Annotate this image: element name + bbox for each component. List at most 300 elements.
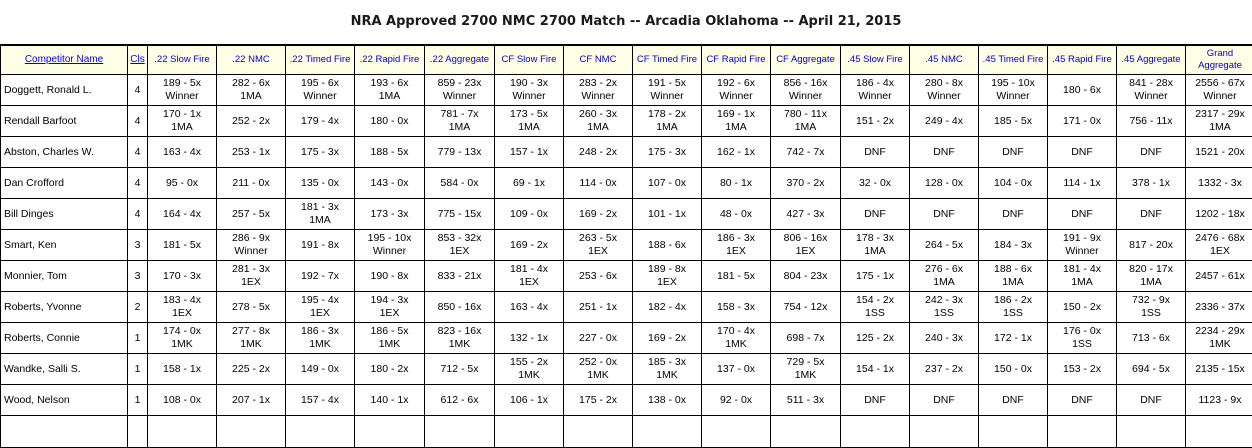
score-award: 1MK [725,338,747,350]
score-value: 775 - 15x [437,207,482,220]
score-value: 260 - 3x [579,108,617,120]
score-value: 188 - 6x [994,263,1032,275]
score-value: 281 - 3x [232,263,270,275]
score-value: 32 - 0x [858,176,892,189]
score-cell [286,137,355,168]
score-value: 175 - 2x [579,393,617,406]
score-cell [286,385,355,416]
score-value: DNF [1002,145,1024,158]
score-award: Winner [581,90,615,102]
score-value: 780 - 11x [784,108,827,120]
empty-cell [771,416,841,448]
empty-cell [979,416,1048,448]
score-value: 251 - 1x [579,300,617,313]
column-header-label: .22 Aggregate [429,54,490,65]
results-table [0,45,1252,448]
score-cell [425,168,495,199]
score-cell [495,137,564,168]
score-cell [910,323,979,354]
score-award: 1EX [310,307,330,319]
score-value: 138 - 0x [648,393,686,406]
score-value: 853 - 32x [437,232,482,244]
score-cell [425,292,495,323]
score-cell [702,106,771,137]
score-value: 155 - 2x [510,356,548,368]
score-value: 850 - 16x [437,300,482,313]
score-cell [841,168,910,199]
score-award: 1SS [1141,307,1161,319]
score-value: DNF [1140,145,1162,158]
score-award: 1MA [933,276,955,288]
score-cell [702,261,771,292]
score-value: 694 - 5x [1132,362,1170,375]
score-cell [841,354,910,385]
score-value: 2317 - 29x [1195,108,1245,120]
score-cell [633,75,702,106]
score-cell [495,106,564,137]
score-value: DNF [1002,207,1024,220]
column-header-label: .45 Aggregate [1121,54,1181,65]
score-cell [286,292,355,323]
competitor-class: 1 [128,323,148,354]
score-value: 186 - 5x [370,325,409,337]
score-cell [286,230,355,261]
header-row [1,46,1252,75]
score-value: 804 - 23x [783,269,828,282]
score-value: 154 - 2x [856,294,894,306]
score-value: 92 - 0x [719,393,753,406]
empty-cell [148,416,217,448]
column-header-label: Grand Aggregate [1198,48,1242,71]
score-cell [286,168,355,199]
score-value: 128 - 0x [925,176,963,189]
score-cell [564,168,633,199]
score-cell [771,292,841,323]
score-cell [425,354,495,385]
score-value: 170 - 1x [163,108,201,120]
score-award: 1MK [378,338,401,350]
score-value: 237 - 2x [925,362,963,375]
score-value: 107 - 0x [648,176,686,189]
score-cell [1117,106,1186,137]
score-value: DNF [933,393,955,406]
column-header [979,46,1048,75]
score-award: Winner [927,90,961,102]
score-value: DNF [864,393,886,406]
empty-cell [1186,416,1252,448]
score-cell [217,168,286,199]
score-award: Winner [1134,90,1168,102]
score-value: 1332 - 3x [1198,176,1242,189]
score-cell [495,354,564,385]
column-header [702,46,771,75]
score-cell [702,137,771,168]
score-cell [910,168,979,199]
score-value: 189 - 5x [163,77,201,89]
competitor-class: 3 [128,230,148,261]
score-cell [148,168,217,199]
score-award: 1EX [172,307,192,319]
competitor-class: 4 [128,137,148,168]
score-value: 249 - 4x [925,114,963,127]
table-row [1,230,1252,261]
score-award: 1MA [725,121,747,133]
score-cell [495,230,564,261]
score-value: 282 - 6x [232,77,270,89]
score-cell [1048,323,1117,354]
score-value: 48 - 0x [719,207,753,220]
score-cell [564,106,633,137]
empty-cell [495,416,564,448]
score-value: 176 - 0x [1063,325,1101,337]
score-cell [1186,168,1252,199]
score-award: 1MA [1002,276,1024,288]
score-value: 2457 - 61x [1195,269,1245,282]
score-award: 1MK [587,369,609,381]
score-cell [564,137,633,168]
competitor-name: Smart, Ken [1,230,128,261]
score-value: 2336 - 37x [1195,300,1245,313]
score-cell [702,230,771,261]
empty-cell [841,416,910,448]
score-value: 584 - 0x [440,176,479,189]
score-value: 181 - 4x [1063,263,1101,275]
score-cell [979,323,1048,354]
score-cell [910,137,979,168]
score-cell [425,385,495,416]
score-value: 227 - 0x [579,331,617,344]
competitor-name: Doggett, Ronald L. [1,75,128,106]
score-value: 756 - 11x [1129,114,1173,127]
score-value: 742 - 7x [786,145,825,158]
score-value: 252 - 0x [579,356,617,368]
score-cell [564,385,633,416]
score-cell [910,385,979,416]
score-cell [564,292,633,323]
score-cell [148,137,217,168]
column-header [355,46,425,75]
table-row [1,261,1252,292]
score-cell [495,323,564,354]
score-award: 1EX [588,245,608,257]
score-cell [217,137,286,168]
score-value: DNF [1071,393,1093,406]
column-header-label: CF Aggregate [776,54,835,65]
score-value: 114 - 0x [579,176,617,189]
score-value: 186 - 3x [717,232,755,244]
score-cell [771,137,841,168]
score-value: 181 - 3x [301,201,339,213]
score-value: 169 - 1x [717,108,755,120]
empty-cell [564,416,633,448]
competitor-name: Dan Crofford [1,168,128,199]
score-award: Winner [788,90,823,102]
score-value: 150 - 0x [994,362,1032,375]
score-value: 211 - 0x [232,176,270,189]
empty-cell [910,416,979,448]
score-cell [841,106,910,137]
score-cell [1117,137,1186,168]
column-header [286,46,355,75]
column-header-label: .45 NMC [925,54,963,65]
score-value: 158 - 3x [717,300,755,313]
column-header-label: CF Timed Fire [636,54,698,65]
score-award: 1EX [726,245,746,257]
score-award: Winner [1065,245,1099,257]
table-row [1,75,1252,106]
score-cell [979,137,1048,168]
score-value: 823 - 16x [437,325,482,337]
score-value: 276 - 6x [925,263,963,275]
score-cell [1186,106,1252,137]
competitor-name: Bill Dinges [1,199,128,230]
score-cell [841,199,910,230]
score-value: DNF [933,145,955,158]
score-award: 1EX [1210,245,1230,257]
score-cell [355,354,425,385]
column-header-label[interactable]: Cls [130,54,145,65]
score-value: 186 - 3x [301,325,339,337]
score-cell [564,261,633,292]
score-cell [286,261,355,292]
score-value: 190 - 8x [370,269,409,282]
score-cell [702,292,771,323]
score-award: 1MA [587,121,609,133]
competitor-name: Rendall Barfoot [1,106,128,137]
score-value: 779 - 13x [437,145,482,158]
score-cell [1186,261,1252,292]
score-value: 108 - 0x [163,393,201,406]
score-cell [495,168,564,199]
score-cell [355,106,425,137]
column-header [633,46,702,75]
table-row [1,292,1252,323]
score-cell [979,199,1048,230]
score-value: 194 - 3x [370,294,409,306]
score-cell [564,323,633,354]
score-value: 192 - 6x [717,77,755,89]
score-value: 856 - 16x [783,77,828,89]
competitor-class: 3 [128,261,148,292]
score-value: 859 - 23x [437,77,482,89]
column-header-label: .45 Rapid Fire [1052,54,1112,65]
score-cell [1048,354,1117,385]
score-value: 169 - 2x [579,207,617,220]
score-cell [355,385,425,416]
score-cell [979,385,1048,416]
column-header[interactable] [1,46,128,75]
empty-row [1,416,1252,448]
score-value: 184 - 3x [994,238,1032,251]
score-cell [841,75,910,106]
score-value: 157 - 1x [510,145,548,158]
score-value: 180 - 6x [1063,83,1101,96]
column-header [217,46,286,75]
score-cell [355,292,425,323]
empty-cell [355,416,425,448]
score-award: 1EX [379,307,400,319]
score-value: 754 - 12x [783,300,828,313]
empty-cell [286,416,355,448]
score-cell [1048,199,1117,230]
score-cell [217,292,286,323]
column-header [564,46,633,75]
score-award: 1EX [519,276,539,288]
score-cell [702,168,771,199]
table-row [1,199,1252,230]
competitor-name: Roberts, Connie [1,323,128,354]
score-value: 178 - 2x [648,108,686,120]
score-cell [979,106,1048,137]
score-cell [495,75,564,106]
score-value: 511 - 3x [786,393,825,406]
score-award: 1MA [1209,121,1231,133]
score-cell [286,199,355,230]
score-cell [1186,292,1252,323]
score-value: 195 - 4x [301,294,339,306]
score-cell [910,199,979,230]
score-award: 1MA [309,214,331,226]
score-cell [1048,261,1117,292]
table-row [1,168,1252,199]
score-cell [1048,385,1117,416]
score-award: Winner [1203,90,1237,102]
score-cell [564,230,633,261]
table-row [1,106,1252,137]
score-cell [286,354,355,385]
score-cell [1048,137,1117,168]
score-value: 185 - 3x [648,356,686,368]
score-cell [355,323,425,354]
score-cell [702,323,771,354]
score-award: 1MA [378,90,401,102]
score-award: 1MA [171,121,193,133]
score-award: 1EX [657,276,677,288]
score-value: 781 - 7x [440,108,479,120]
score-value: 153 - 2x [1063,362,1101,375]
score-cell [702,385,771,416]
score-value: 712 - 5x [440,362,479,375]
score-cell [425,261,495,292]
score-award: Winner [442,90,477,102]
score-cell [148,75,217,106]
score-cell [425,106,495,137]
score-cell [217,75,286,106]
score-value: 169 - 2x [510,238,548,251]
score-cell [148,385,217,416]
column-header-label: .45 Slow Fire [847,54,903,65]
score-award: 1MK [1209,338,1231,350]
score-value: 125 - 2x [856,331,894,344]
score-cell [425,75,495,106]
score-award: 1MK [240,338,262,350]
score-cell [1186,137,1252,168]
score-value: 2556 - 67x [1195,77,1245,89]
score-cell [1117,292,1186,323]
score-cell [633,261,702,292]
score-cell [633,199,702,230]
score-value: 225 - 2x [232,362,270,375]
score-award: 1MK [518,369,540,381]
column-header-label[interactable]: Competitor Name [24,54,104,65]
score-award: 1EX [795,245,816,257]
score-award: 1MK [309,338,331,350]
score-value: 175 - 3x [301,145,339,158]
table-row [1,385,1252,416]
score-value: 170 - 3x [163,269,201,282]
score-value: 427 - 3x [786,207,825,220]
score-cell [1117,230,1186,261]
score-value: 163 - 4x [163,145,201,158]
score-cell [217,354,286,385]
score-award: 1MK [171,338,193,350]
score-cell [979,354,1048,385]
score-cell [1048,230,1117,261]
score-cell [771,230,841,261]
score-award: 1SS [1072,338,1092,350]
empty-cell [1117,416,1186,448]
score-value: 109 - 0x [510,207,548,220]
score-cell [979,75,1048,106]
competitor-class: 1 [128,385,148,416]
score-cell [1048,292,1117,323]
score-cell [286,75,355,106]
score-cell [910,354,979,385]
score-cell [633,137,702,168]
score-cell [1186,323,1252,354]
column-header-label: .45 Timed Fire [982,54,1044,65]
score-cell [633,385,702,416]
score-value: 150 - 2x [1063,300,1101,313]
score-award: 1MA [240,90,262,102]
score-cell [633,323,702,354]
score-cell [1117,261,1186,292]
score-value: 1202 - 18x [1195,207,1245,220]
score-value: 114 - 1x [1063,176,1101,189]
score-award: Winner [165,90,199,102]
score-cell [148,323,217,354]
score-value: 732 - 9x [1132,294,1170,306]
table-row [1,323,1252,354]
empty-cell [702,416,771,448]
column-header [1048,46,1117,75]
score-value: 95 - 0x [165,176,199,189]
score-cell [771,323,841,354]
score-cell [564,354,633,385]
score-value: 158 - 1x [163,362,201,375]
score-cell [841,137,910,168]
competitor-name: Roberts, Yvonne [1,292,128,323]
score-cell [910,292,979,323]
score-cell [841,261,910,292]
score-cell [702,199,771,230]
score-value: 188 - 6x [648,238,686,251]
score-value: 370 - 2x [786,176,825,189]
score-cell [1117,199,1186,230]
score-award: 1MA [448,121,471,133]
column-header[interactable] [128,46,148,75]
score-value: 2476 - 68x [1195,232,1245,244]
score-cell [425,137,495,168]
score-value: DNF [1071,207,1093,220]
score-cell [355,137,425,168]
score-cell [1117,385,1186,416]
score-cell [355,230,425,261]
score-value: 195 - 6x [301,77,339,89]
column-header [771,46,841,75]
score-cell [425,230,495,261]
score-value: 181 - 5x [163,238,201,251]
